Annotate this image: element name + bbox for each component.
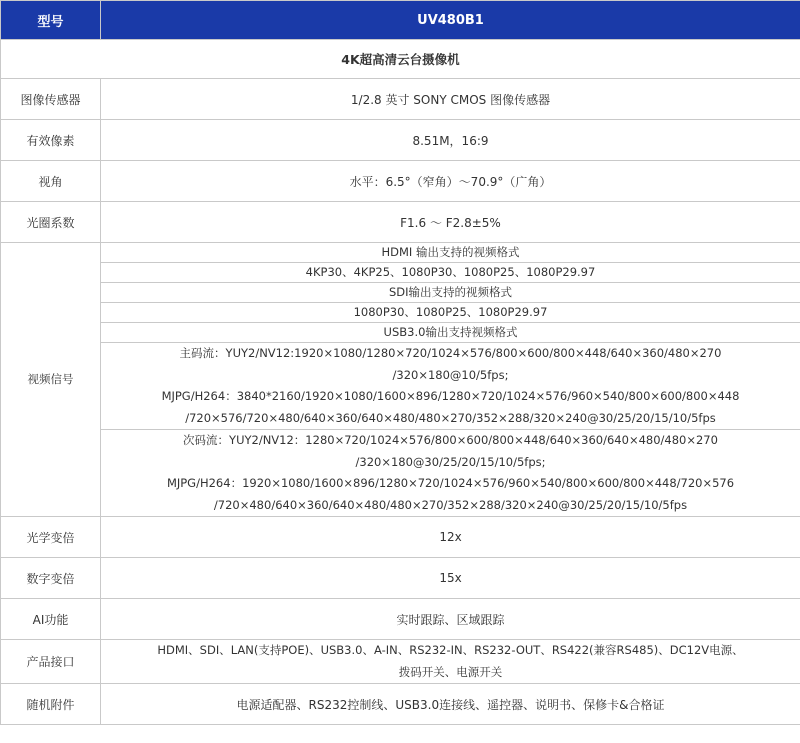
video-line: USB3.0输出支持视频格式: [101, 323, 800, 343]
product-title: 4K超高清云台摄像机: [1, 40, 800, 79]
sub-stream-line: MJPG/H264：1920×1080/1600×896/1280×720/1024×576/960×540/800×600/800×448/720×576: [166, 476, 735, 490]
row-label-fov: 视角: [1, 161, 101, 202]
header-model-label: 型号: [1, 1, 101, 40]
table-row: [1, 79, 800, 120]
video-subrow: [1, 243, 800, 263]
video-subrow: [1, 263, 800, 283]
row-label-pixels: 有效像素: [1, 120, 101, 161]
row-label-ai: AI功能: [1, 599, 101, 640]
row-value-fov: 水平：6.5°（窄角）～70.9°（广角）: [101, 161, 800, 202]
video-subrow: [1, 303, 800, 323]
row-label-digital-zoom: 数字变倍: [1, 558, 101, 599]
main-stream-line: MJPG/H264：3840*2160/1920×1080/1600×896/1280×720/1024×576/960×540/800×600/800×448: [161, 389, 740, 403]
video-main-stream-row: [1, 343, 800, 430]
main-stream-block: [101, 343, 800, 430]
row-value-aperture: F1.6 ～ F2.8±5%: [101, 202, 800, 243]
sub-stream-line: /720×480/640×360/640×480/480×270/352×288/320×240@30/25/20/15/10/5fps: [213, 497, 688, 512]
video-line: 1080P30、1080P25、1080P29.97: [101, 303, 800, 323]
video-line: HDMI 输出支持的视频格式: [101, 243, 800, 263]
row-value-sensor: 1/2.8 英寸 SONY CMOS 图像传感器: [101, 79, 800, 120]
row-label-aperture: 光圈系数: [1, 202, 101, 243]
sub-stream-line: /320×180@30/25/20/15/10/5fps;: [355, 454, 546, 469]
row-label-video: 视频信号: [1, 243, 101, 517]
row-label-interfaces: 产品接口: [1, 640, 101, 684]
table-row: [1, 202, 800, 243]
row-value-optical-zoom: 12x: [101, 517, 800, 558]
video-subrow: [1, 283, 800, 303]
video-sub-stream-row: [1, 430, 800, 517]
title-row: [1, 40, 800, 79]
row-value-interfaces: [101, 640, 800, 684]
row-label-optical-zoom: 光学变倍: [1, 517, 101, 558]
video-line: 4KP30、4KP25、1080P30、1080P25、1080P29.97: [101, 263, 800, 283]
row-value-digital-zoom: 15x: [101, 558, 800, 599]
table-row: [1, 120, 800, 161]
row-label-sensor: 图像传感器: [1, 79, 101, 120]
main-stream-line: 主码流：YUY2/NV12:1920×1080/1280×720/1024×576/800×600/800×448/640×360/480×270: [179, 346, 722, 360]
table-row: [1, 599, 800, 640]
row-label-accessories: 随机附件: [1, 684, 101, 725]
video-subrow: [1, 323, 800, 343]
main-stream-line: /320×180@10/5fps;: [392, 367, 509, 382]
table-row: [1, 640, 800, 684]
interfaces-line: 拨码开关、电源开关: [398, 664, 503, 679]
header-model-value: UV480B1: [101, 1, 800, 40]
header-row: [1, 1, 800, 40]
video-line: SDI输出支持的视频格式: [101, 283, 800, 303]
row-value-accessories: 电源适配器、RS232控制线、USB3.0连接线、遥控器、说明书、保修卡&合格证: [101, 684, 800, 725]
interfaces-line: HDMI、SDI、LAN(支持POE)、USB3.0、A-IN、RS232-IN、RS232-OUT、RS422(兼容RS485)、DC12V电源、: [157, 643, 744, 657]
table-row: [1, 558, 800, 599]
table-row: [1, 684, 800, 725]
main-stream-line: /720×576/720×480/640×360/640×480/480×270/352×288/320×240@30/25/20/15/10/5fps: [185, 410, 716, 425]
table-row: [1, 161, 800, 202]
table-row: [1, 517, 800, 558]
sub-stream-block: [101, 430, 800, 517]
sub-stream-line: 次码流：YUY2/NV12：1280×720/1024×576/800×600/800×448/640×360/640×480/480×270: [183, 433, 718, 447]
row-value-pixels: 8.51M，16:9: [101, 120, 800, 161]
row-value-ai: 实时跟踪、区域跟踪: [101, 599, 800, 640]
